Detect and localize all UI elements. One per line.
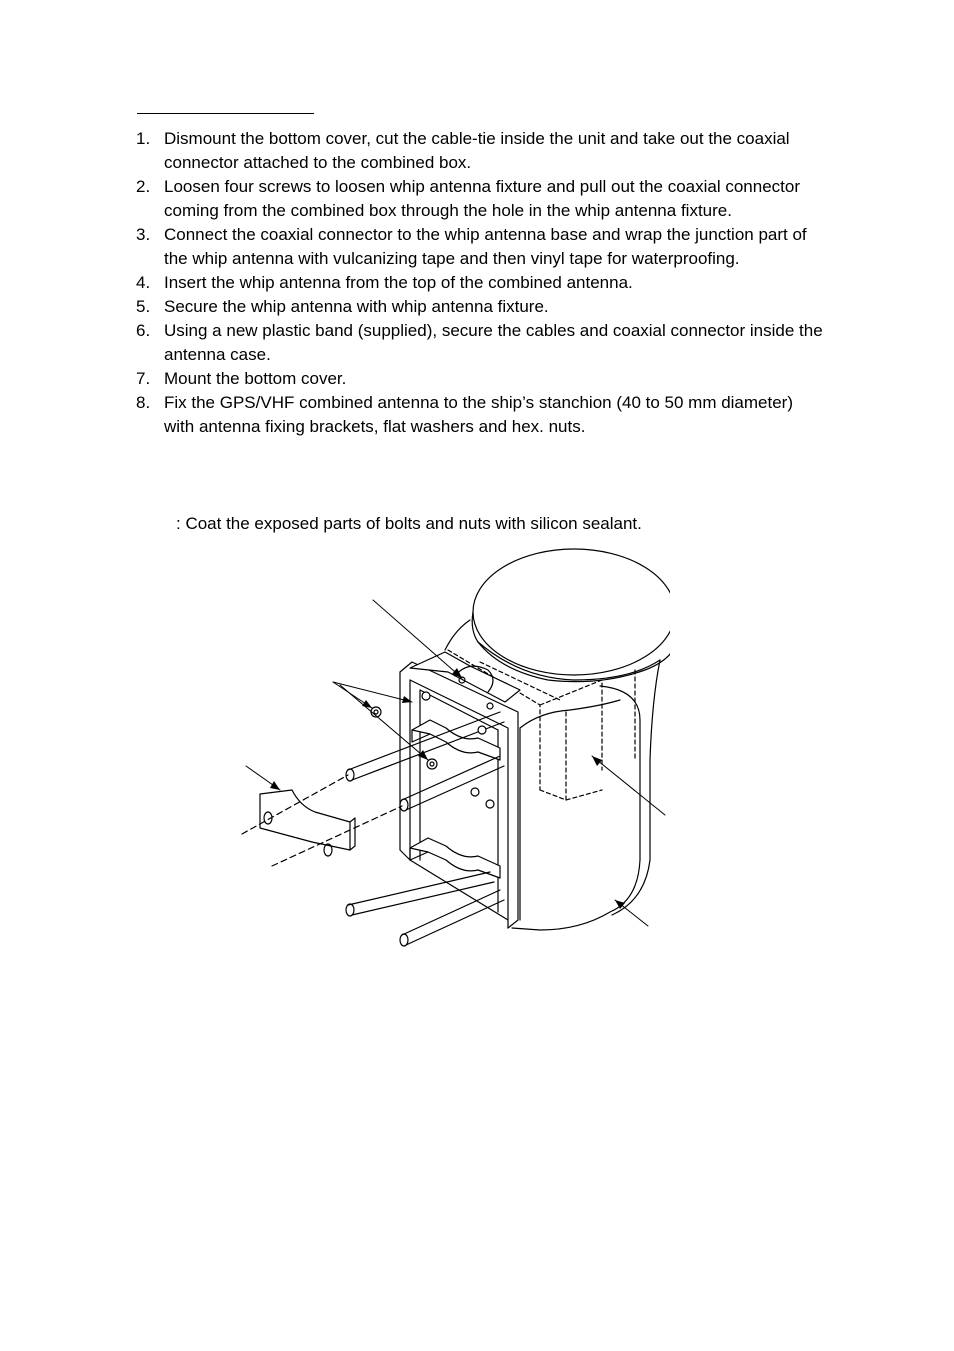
step-item bbox=[136, 295, 826, 319]
step-number: 1. bbox=[136, 129, 151, 148]
step-item bbox=[136, 319, 826, 367]
step-item bbox=[136, 367, 826, 391]
step-text: Using a new plastic band (supplied), secure the cables and coaxial connector inside the antenna case. bbox=[164, 321, 823, 364]
note-text: : Coat the exposed parts of bolts and nuts with silicon sealant. bbox=[176, 514, 642, 533]
step-number: 6. bbox=[136, 321, 151, 340]
step-item bbox=[136, 391, 826, 439]
heading-underline bbox=[137, 113, 314, 114]
installation-steps bbox=[136, 127, 826, 439]
step-number: 5. bbox=[136, 297, 151, 316]
antenna-fixing-bracket bbox=[260, 790, 355, 856]
step-number: 3. bbox=[136, 225, 151, 244]
mounting-bracket bbox=[400, 662, 518, 928]
step-item bbox=[136, 127, 826, 175]
step-text: Insert the whip antenna from the top of the combined antenna. bbox=[164, 273, 633, 292]
step-number: 2. bbox=[136, 177, 151, 196]
step-number: 7. bbox=[136, 369, 151, 388]
step-item bbox=[136, 175, 826, 223]
step-item bbox=[136, 223, 826, 271]
step-text: Fix the GPS/VHF combined antenna to the ship’s stanchion (40 to 50 mm diameter) with antenna fixing brackets, flat washers and hex. nuts. bbox=[164, 393, 793, 436]
step-text: Secure the whip antenna with whip antenna fixture. bbox=[164, 297, 549, 316]
step-number: 4. bbox=[136, 273, 151, 292]
step-number: 8. bbox=[136, 393, 151, 412]
step-text: Mount the bottom cover. bbox=[164, 369, 347, 388]
step-text: Loosen four screws to loosen whip antenna fixture and pull out the coaxial connector coming from the combined box through the hole in the whip antenna fixture. bbox=[164, 177, 801, 220]
step-text: Dismount the bottom cover, cut the cable-tie inside the unit and take out the coaxial connector attached to the combined box. bbox=[164, 129, 790, 172]
antenna-mounting-diagram bbox=[230, 545, 670, 955]
step-text: Connect the coaxial connector to the whip antenna base and wrap the junction part of the whip antenna with vulcanizing tape and then vinyl tape for waterproofing. bbox=[164, 225, 807, 268]
step-item bbox=[136, 271, 826, 295]
lower-u-clamp bbox=[410, 838, 500, 878]
